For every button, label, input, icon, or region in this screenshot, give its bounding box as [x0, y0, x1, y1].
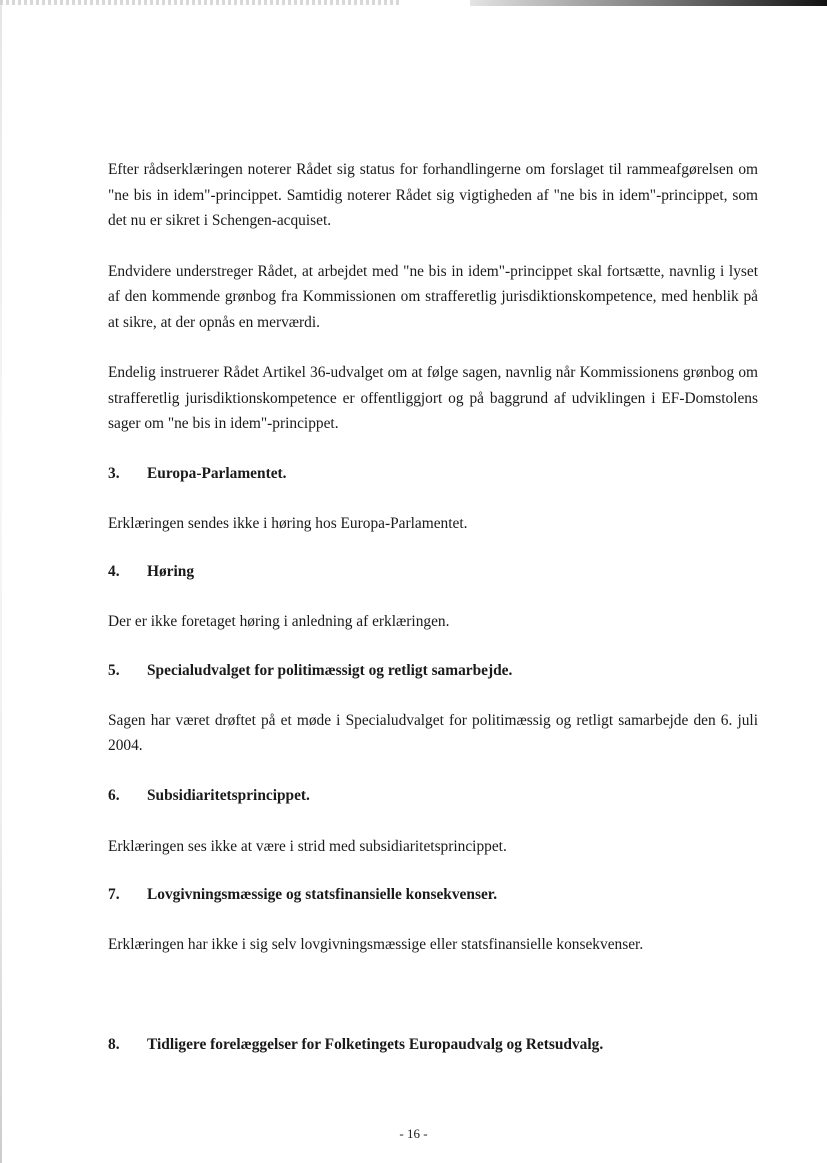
section-text-6: Erklæringen ses ikke at være i strid med subsidiaritetsprincippet.: [108, 837, 507, 855]
section-text-4: Der er ikke foretaget høring i anledning af erklæringen.: [108, 613, 450, 630]
scan-artifact-left-edge: [0, 0, 2, 1163]
section-number: 5.: [108, 661, 120, 679]
section-number: 3.: [108, 464, 120, 482]
scan-artifact-top-left: [0, 0, 400, 5]
section-number: 4.: [108, 563, 120, 580]
section-title: Specialudvalget for politimæssigt og retligt samarbejde.: [147, 661, 513, 679]
section-number: 6.: [108, 786, 120, 804]
section-heading-6: [108, 784, 758, 808]
section-heading-5: [108, 659, 758, 683]
section-text-7: Erklæringen har ikke i sig selv lovgivningsmæssige eller statsfinansielle konsekvenser.: [108, 936, 644, 953]
section-text-5: Sagen har været drøftet på et møde i Specialudvalget for politimæssig og retligt samarbejde den 6. juli 2004.: [108, 711, 758, 754]
section-heading-4: [108, 560, 758, 584]
section-number: 8.: [108, 1035, 120, 1053]
scan-artifact-top-right: [470, 0, 827, 6]
paragraph-endelig: Endelig instruerer Rådet Artikel 36-udvalget om at følge sagen, navnlig når Kommissionens grønbog om strafferetlig jurisdiktionskompetence er offentliggjort og på baggrund af udviklingen i EF-Domstolens sager om "ne bis in idem"-princippet.: [108, 364, 758, 432]
section-title: Europa-Parlamentet.: [147, 464, 287, 482]
section-title: Subsidiaritetsprincippet.: [147, 786, 310, 804]
section-text-3: Erklæringen sendes ikke i høring hos Europa-Parlamentet.: [108, 514, 468, 532]
section-heading-7: [108, 883, 758, 907]
page-number: - 16 -: [399, 1126, 428, 1141]
paragraph-endvidere: Endvidere understreger Rådet, at arbejdet med "ne bis in idem"-princippet skal fortsætte, navnlig i lyset af den kommende grønbog fra Kommissionen om strafferetlig jurisdiktionskompetence, med henblik på at sikre, at der opnås en merværdi.: [108, 262, 758, 331]
document-body: [108, 157, 758, 1057]
section-title: Høring: [147, 563, 195, 580]
section-heading-8: [108, 1033, 758, 1057]
section-number: 7.: [108, 886, 120, 903]
paragraph-status: Efter rådserklæringen noterer Rådet sig status for forhandlingerne om forslaget til rammeafgørelsen om "ne bis in idem"-princippet. Samtidig noterer Rådet sig vigtigheden af "ne bis in idem"-princippet, som det nu er sikret i Schengen-acquiset.: [108, 161, 758, 229]
section-title: Tidligere forelæggelser for Folketingets Europaudvalg og Retsudvalg.: [147, 1035, 604, 1053]
section-title: Lovgivningsmæssige og statsfinansielle konsekvenser.: [147, 886, 498, 903]
section-heading-3: [108, 462, 758, 486]
